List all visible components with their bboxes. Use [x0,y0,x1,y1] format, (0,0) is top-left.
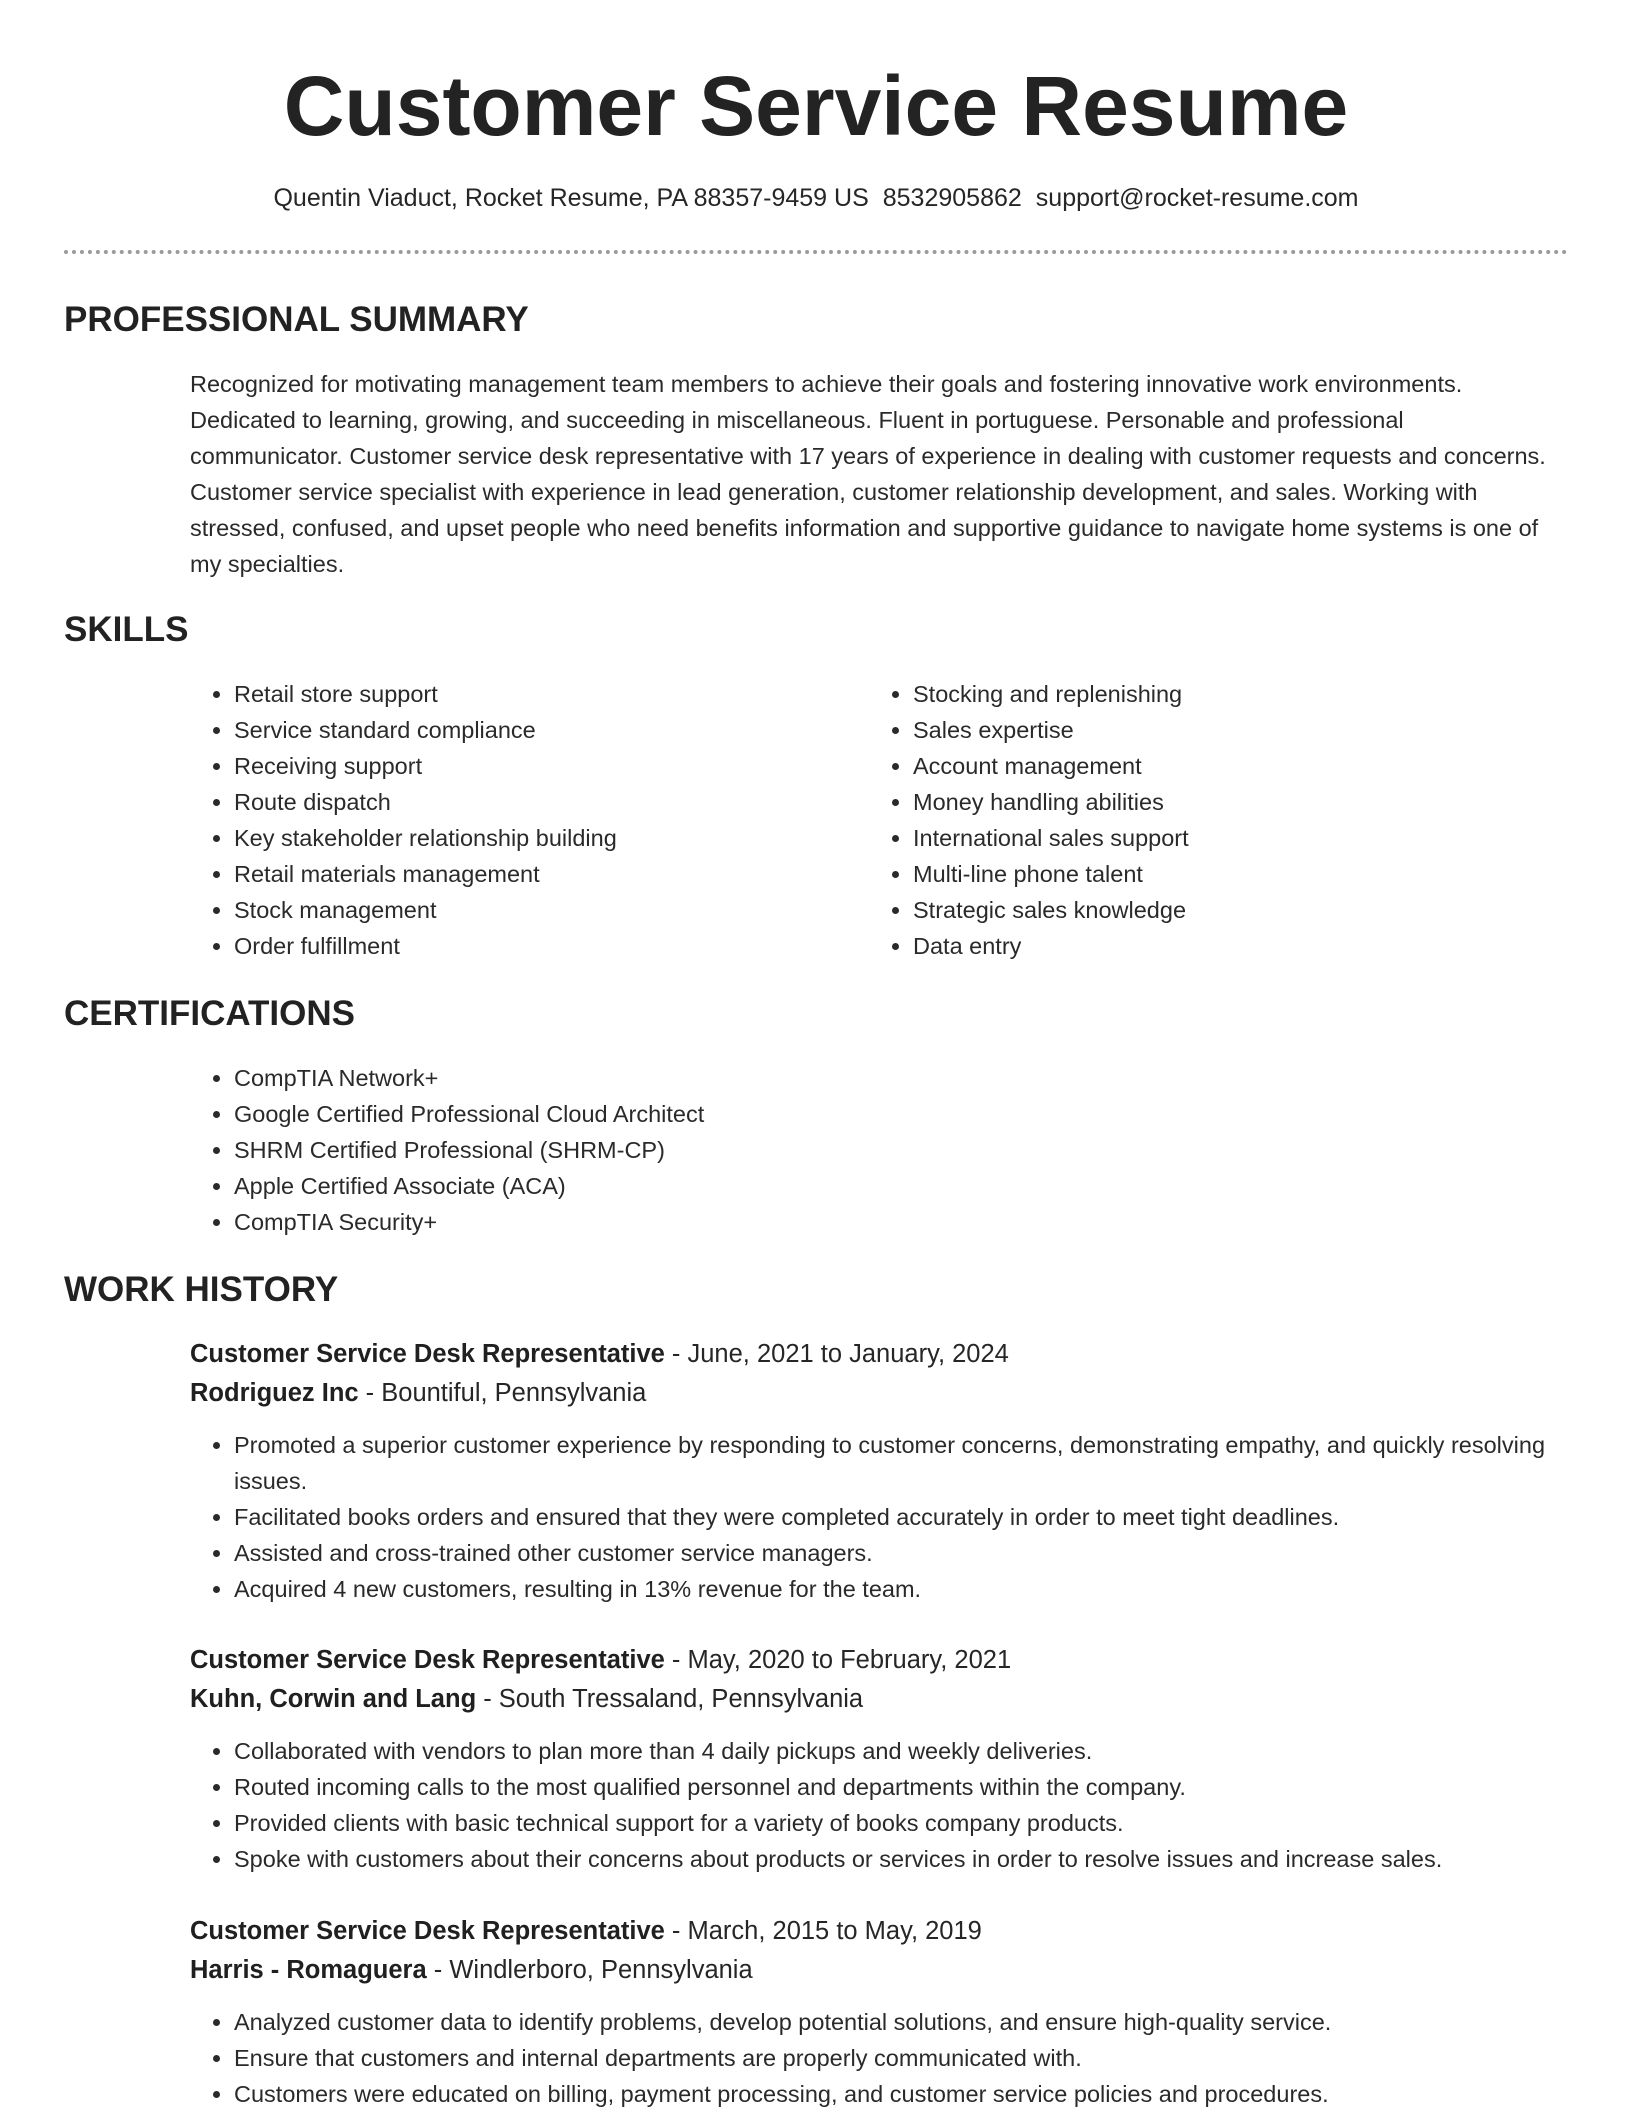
certification-item: • CompTIA Security+ [234,1204,1490,1240]
contact-phone: 8532905862 [882,184,1022,212]
skill-item: • Strategic sales knowledge [913,892,1549,928]
certification-item: • Google Certified Professional Cloud Architect [234,1096,1490,1132]
skill-item: • Account management [913,748,1549,784]
certification-item: • CompTIA Network+ [234,1060,1490,1096]
job-entry [190,1912,1550,2112]
job-bullet: • Facilitated books orders and ensured that they were completed accurately in order to meet tight deadlines. [234,1499,1550,1535]
skill-item: • Stock management [234,892,830,928]
job-bullet: • Spoke with customers about their concerns about products or services in order to resolve issues and increase sales. [234,1841,1550,1877]
skill-item: • International sales support [913,820,1549,856]
skill-item: • Retail materials management [234,856,830,892]
certification-item: • Apple Certified Associate (ACA) [234,1168,1490,1204]
skill-item: • Sales expertise [913,712,1549,748]
skill-item: • Retail store support [234,676,830,712]
job-title-line [190,1912,1550,1951]
job-dates: - March, 2015 to May, 2019 [664,1917,982,1945]
skills-column-right [869,676,1549,964]
job-bullet: • Analyzed customer data to identify problems, develop potential solutions, and ensure high-quality service. [234,2004,1550,2040]
job-location: - Windlerboro, Pennsylvania [426,1956,753,1984]
job-title-line [190,1335,1550,1374]
section-heading-skills: SKILLS [64,610,189,649]
contact-address: Quentin Viaduct, Rocket Resume, PA 88357-9459 US [273,184,869,212]
header-divider [64,250,1568,254]
certification-item: • SHRM Certified Professional (SHRM-CP) [234,1132,1490,1168]
skill-item: • Order fulfillment [234,928,830,964]
job-bullet: • Customers were educated on billing, payment processing, and customer service policies and procedures. [234,2076,1550,2112]
job-bullet: • Assisted and cross-trained other customer service managers. [234,1535,1550,1571]
skill-item: • Money handling abilities [913,784,1549,820]
job-title: Customer Service Desk Representative [190,1646,665,1674]
job-company-line [190,1680,1550,1719]
section-heading-certifications: CERTIFICATIONS [64,994,356,1033]
skill-item: • Service standard compliance [234,712,830,748]
job-bullet: • Ensure that customers and internal departments are properly communicated with. [234,2040,1550,2076]
job-location: - South Tressaland, Pennsylvania [476,1685,864,1713]
skill-item: • Key stakeholder relationship building [234,820,830,856]
job-company: Harris - Romaguera [190,1956,427,1984]
job-entry [190,1335,1550,1607]
skill-item: • Stocking and replenishing [913,676,1549,712]
job-bullet: • Provided clients with basic technical support for a variety of books company products. [234,1805,1550,1841]
job-entry [190,1641,1550,1877]
section-heading-summary: PROFESSIONAL SUMMARY [64,300,529,339]
summary-text: Recognized for motivating management team members to achieve their goals and fostering innovative work environments. Dedicated to learning, growing, and succeeding in miscellaneous. Fluent in portuguese. Personable and professional communicator. Customer service desk representative with 17 years of experience in dealing with customer requests and concerns. Customer service specialist with experience in lead generation, customer relationship development, and sales. Working with stressed, confused, and upset people who need benefits information and supportive guidance to navigate home systems is one of my specialties. [190,371,1546,577]
certifications-list [190,1060,1490,1240]
skill-item: • Route dispatch [234,784,830,820]
job-title: Customer Service Desk Representative [190,1340,665,1368]
job-dates: - June, 2021 to January, 2024 [664,1340,1009,1368]
contact-email: support@rocket-resume.com [1035,184,1359,212]
job-bullet: • Routed incoming calls to the most qualified personnel and departments within the company. [234,1769,1550,1805]
job-company-line [190,1951,1550,1990]
job-title-line [190,1641,1550,1680]
skills-column-left [190,676,830,964]
job-dates: - May, 2020 to February, 2021 [664,1646,1012,1674]
job-company: Rodriguez Inc [190,1379,359,1407]
skill-item: • Multi-line phone talent [913,856,1549,892]
job-bullet: • Promoted a superior customer experience by responding to customer concerns, demonstrating empathy, and quickly resolving issues. [234,1427,1550,1499]
skill-item: • Receiving support [234,748,830,784]
job-bullet: • Collaborated with vendors to plan more than 4 daily pickups and weekly deliveries. [234,1733,1550,1769]
section-heading-work-history: WORK HISTORY [64,1270,339,1309]
job-title: Customer Service Desk Representative [190,1917,665,1945]
job-company: Kuhn, Corwin and Lang [190,1685,477,1713]
resume-title: Customer Service Resume [283,59,1349,153]
job-location: - Bountiful, Pennsylvania [358,1379,647,1407]
contact-line [0,180,1632,216]
job-company-line [190,1374,1550,1413]
job-bullet: • Acquired 4 new customers, resulting in 13% revenue for the team. [234,1571,1550,1607]
skill-item: • Data entry [913,928,1549,964]
